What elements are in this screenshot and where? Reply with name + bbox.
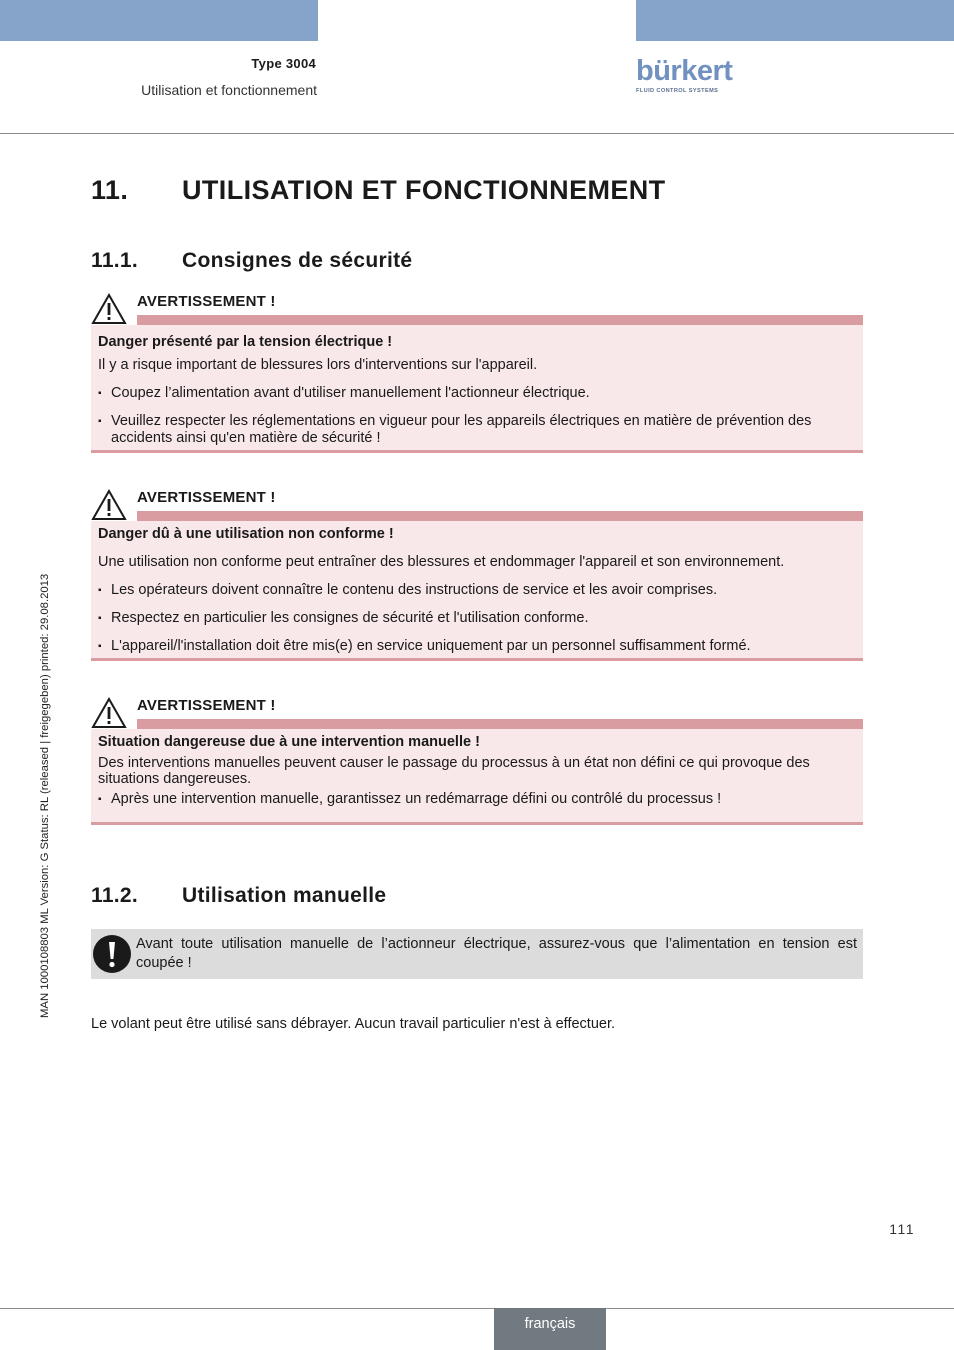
subsection-heading-safety bbox=[91, 249, 412, 273]
subsection-number: 11.1. bbox=[91, 249, 139, 272]
subsection-title: Utilisation manuelle bbox=[182, 884, 387, 907]
subsection-number: 11.2. bbox=[91, 884, 139, 907]
logo-tagline: FLUID CONTROL SYSTEMS bbox=[636, 88, 719, 94]
warning-heading: Danger dû à une utilisation non conforme ! bbox=[98, 526, 394, 542]
warning-list-item: ▪ L'appareil/l'installation doit être mis(e) en service uniquement par un personnel suffisamment formé. bbox=[98, 638, 856, 655]
burkert-logo bbox=[636, 57, 736, 94]
warning-block-electrical bbox=[91, 293, 863, 453]
warning-list-item: ▪ Veuillez respecter les réglementations en vigueur pour les appareils électriques en matière de prévention des accidents ainsi qu'en matière de sécurité ! bbox=[98, 413, 856, 447]
warning-text: Une utilisation non conforme peut entraîner des blessures et endommager l'appareil et son environnement. bbox=[98, 554, 785, 570]
warning-label: AVERTISSEMENT ! bbox=[137, 489, 276, 506]
language-tab: français bbox=[494, 1308, 606, 1350]
warning-bar bbox=[137, 315, 863, 325]
logo-word: bürkert bbox=[636, 55, 733, 87]
warning-label: AVERTISSEMENT ! bbox=[137, 293, 276, 310]
note-box bbox=[91, 929, 863, 979]
page-number: 111 bbox=[889, 1221, 915, 1237]
body-paragraph: Le volant peut être utilisé sans débrayer. Aucun travail particulier n'est à effectuer. bbox=[91, 1016, 616, 1032]
section-title: UTILISATION ET FONCTIONNEMENT bbox=[182, 175, 666, 205]
section-heading bbox=[91, 175, 666, 206]
warning-heading: Danger présenté par la tension électrique ! bbox=[98, 334, 393, 350]
warning-triangle-icon bbox=[91, 697, 127, 729]
warning-list-item: ▪ Coupez l’alimentation avant d'utiliser manuellement l'actionneur électrique. bbox=[98, 385, 856, 402]
warning-list-item: ▪ Après une intervention manuelle, garantissez un redémarrage défini ou contrôlé du processus ! bbox=[98, 791, 856, 808]
document-subtitle: Utilisation et fonctionnement bbox=[141, 82, 317, 98]
warning-content bbox=[91, 521, 863, 661]
exclamation-icon bbox=[92, 934, 132, 974]
warning-list-item: ▪ Les opérateurs doivent connaître le contenu des instructions de service et les avoir comprises. bbox=[98, 582, 856, 599]
warning-triangle-icon bbox=[91, 293, 127, 325]
header-band-right bbox=[636, 0, 954, 41]
subsection-heading-manual bbox=[91, 884, 386, 908]
warning-bar bbox=[137, 511, 863, 521]
subsection-title: Consignes de sécurité bbox=[182, 249, 413, 272]
header-divider bbox=[0, 133, 954, 134]
warning-text: Des interventions manuelles peuvent causer le passage du processus à un état non défini ce qui provoque des situations dangereuses. bbox=[98, 755, 810, 787]
warning-content bbox=[91, 325, 863, 453]
warning-label: AVERTISSEMENT ! bbox=[137, 697, 276, 714]
warning-block-misuse bbox=[91, 489, 863, 661]
warning-list-item: ▪ Respectez en particulier les consignes de sécurité et l'utilisation conforme. bbox=[98, 610, 856, 627]
warning-heading: Situation dangereuse due à une intervention manuelle ! bbox=[98, 734, 480, 750]
warning-content bbox=[91, 729, 863, 825]
footer-divider bbox=[0, 1308, 954, 1309]
warning-text: Il y a risque important de blessures lors d'interventions sur l'appareil. bbox=[98, 357, 538, 373]
document-type: Type 3004 bbox=[251, 56, 316, 71]
warning-block-manual-intervention bbox=[91, 697, 863, 825]
document-metadata-sidebar: MAN 1000108803 ML Version: G Status: RL (released | freigegeben) printed: 29.08.2013 bbox=[39, 573, 51, 1018]
warning-bar bbox=[137, 719, 863, 729]
warning-triangle-icon bbox=[91, 489, 127, 521]
note-text: Avant toute utilisation manuelle de l’actionneur électrique, assurez-vous que l’alimentation en tension est coupée ! bbox=[136, 936, 857, 971]
section-number: 11. bbox=[91, 175, 129, 205]
header-band-left bbox=[0, 0, 318, 41]
